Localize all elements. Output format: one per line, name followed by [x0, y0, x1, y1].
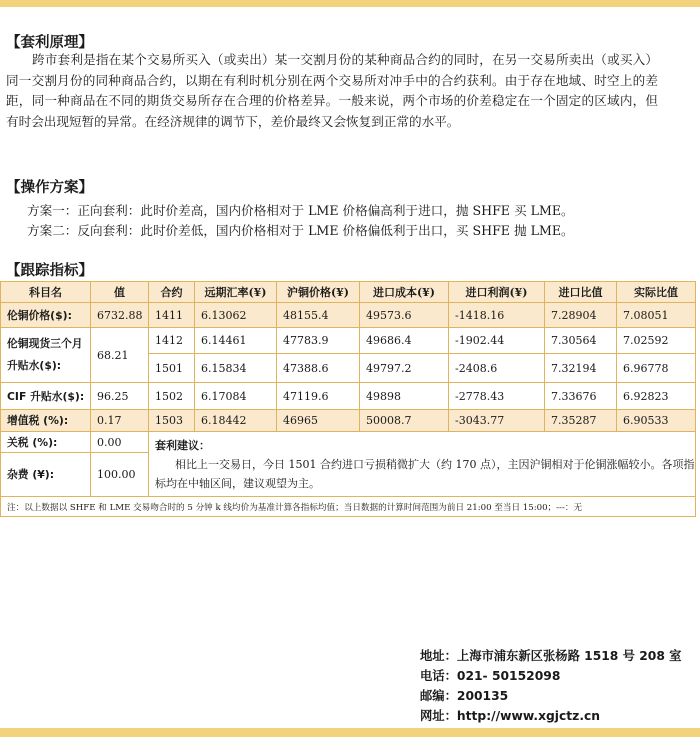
arbitrage-heading: 【套利原理】: [6, 35, 93, 51]
advice-cell: [149, 432, 696, 497]
import-profit-cell: -1418.16: [449, 303, 545, 328]
import-profit-cell: -2408.6: [449, 354, 545, 383]
contact-block: [420, 646, 700, 726]
import-cost-cell: 49686.4: [360, 328, 449, 354]
import-ratio-cell: 7.32194: [545, 354, 617, 383]
arbitrage-paragraph: 跨市套利是指在某个交易所买入（或卖出）某一交割月份的某种商品合约的同时，在另一交易所卖出（或买入）同一交割月份的同种商品合约，以期在有利时机分别在两个交易所对冲手中的合约获利。由于存在地域、时空上的差距，同一种商品在不同的期货交易所存在合理的价格差异。一般来说，两个市场的价差稳定在一个固定的区域内，但有时会出现短暂的异常。在经济规律的调节下，差价最终又会恢复到正常的水平。: [6, 52, 658, 129]
import-ratio-cell: 7.30564: [545, 328, 617, 354]
fx-cell: 6.17084: [195, 383, 277, 410]
row-value: 0.00: [91, 432, 149, 453]
row-value: 0.17: [91, 410, 149, 432]
actual-ratio-cell: 6.92823: [617, 383, 696, 410]
import-cost-cell: 50008.7: [360, 410, 449, 432]
tracking-heading: 【跟踪指标】: [6, 263, 93, 279]
fx-cell: 6.14461: [195, 328, 277, 354]
shfe-price-cell: 47388.6: [277, 354, 360, 383]
top-accent-bar: [0, 0, 700, 7]
column-header: 进口成本(¥): [360, 282, 449, 303]
column-header: 远期汇率(¥): [195, 282, 277, 303]
column-header: 实际比值: [617, 282, 696, 303]
import-ratio-cell: 7.28904: [545, 303, 617, 328]
import-cost-cell: 49573.6: [360, 303, 449, 328]
fx-cell: 6.13062: [195, 303, 277, 328]
fx-cell: 6.15834: [195, 354, 277, 383]
import-cost-cell: 49898: [360, 383, 449, 410]
row-label: CIF 升贴水($):: [1, 383, 91, 410]
row-value: 100.00: [91, 453, 149, 497]
shfe-price-cell: 47783.9: [277, 328, 360, 354]
table-note-row: [1, 497, 696, 517]
actual-ratio-cell: 6.96778: [617, 354, 696, 383]
bottom-accent-bar: [0, 728, 700, 737]
tracking-table: [0, 281, 696, 517]
advice-text: 相比上一交易日，今日 1501 合约进口亏损稍微扩大（约 170 点），主因沪铜相对于伦铜涨幅较小。各项指标均在中轴区间，建议观望为主。: [155, 457, 695, 490]
table-row: [1, 410, 696, 432]
actual-ratio-cell: 6.90533: [617, 410, 696, 432]
column-header: 进口利润(¥): [449, 282, 545, 303]
shfe-price-cell: 48155.4: [277, 303, 360, 328]
table-header-row: [1, 282, 696, 303]
column-header: 科目名: [1, 282, 91, 303]
contact-address: 地址：上海市浦东新区张杨路 1518 号 208 室: [420, 649, 682, 663]
import-ratio-cell: 7.35287: [545, 410, 617, 432]
table-row: [1, 303, 696, 328]
row-label: 杂费 (¥):: [1, 453, 91, 497]
table-row: [1, 328, 696, 354]
import-profit-cell: -3043.77: [449, 410, 545, 432]
contract-cell: 1503: [149, 410, 195, 432]
table-row: [1, 383, 696, 410]
row-value: 6732.88: [91, 303, 149, 328]
column-header: 进口比值: [545, 282, 617, 303]
shfe-price-cell: 47119.6: [277, 383, 360, 410]
row-label: 伦铜价格($):: [1, 303, 91, 328]
plan-option-1: 方案一：正向套利：此时价差高，国内价格相对于 LME 价格偏高利于进口，抛 SHFE 买 LME。: [27, 203, 574, 218]
column-header: 沪铜价格(¥): [277, 282, 360, 303]
contact-website[interactable]: 网址：http://www.xgjctz.cn: [420, 709, 601, 723]
row-value: 68.21: [91, 328, 149, 383]
contract-cell: 1411: [149, 303, 195, 328]
fx-cell: 6.18442: [195, 410, 277, 432]
actual-ratio-cell: 7.08051: [617, 303, 696, 328]
import-ratio-cell: 7.33676: [545, 383, 617, 410]
contract-cell: 1412: [149, 328, 195, 354]
table-row: [1, 432, 696, 453]
import-profit-cell: -1902.44: [449, 328, 545, 354]
row-label: 伦铜现货三个月升贴水($):: [1, 328, 91, 383]
plan-option-2: 方案二：反向套利：此时价差低，国内价格相对于 LME 价格偏低利于出口，买 SHFE 抛 LME。: [27, 223, 574, 238]
row-label: 关税 (%):: [1, 432, 91, 453]
import-profit-cell: -2778.43: [449, 383, 545, 410]
row-label: 增值税 (%):: [1, 410, 91, 432]
plan-heading: 【操作方案】: [6, 180, 93, 196]
contract-cell: 1502: [149, 383, 195, 410]
contact-postcode: 邮编：200135: [420, 689, 509, 703]
table-note: 注：以上数据以 SHFE 和 LME 交易吻合时的 5 分钟 k 线均价为基准计算各指标均值；当日数据的计算时间范围为前日 21:00 至当日 15:00；---：无: [1, 497, 696, 517]
import-cost-cell: 49797.2: [360, 354, 449, 383]
contract-cell: 1501: [149, 354, 195, 383]
advice-title: 套利建议：: [155, 438, 210, 452]
actual-ratio-cell: 7.02592: [617, 328, 696, 354]
shfe-price-cell: 46965: [277, 410, 360, 432]
contact-phone: 电话：021- 50152098: [420, 669, 561, 683]
column-header: 合约: [149, 282, 195, 303]
column-header: 值: [91, 282, 149, 303]
row-value: 96.25: [91, 383, 149, 410]
